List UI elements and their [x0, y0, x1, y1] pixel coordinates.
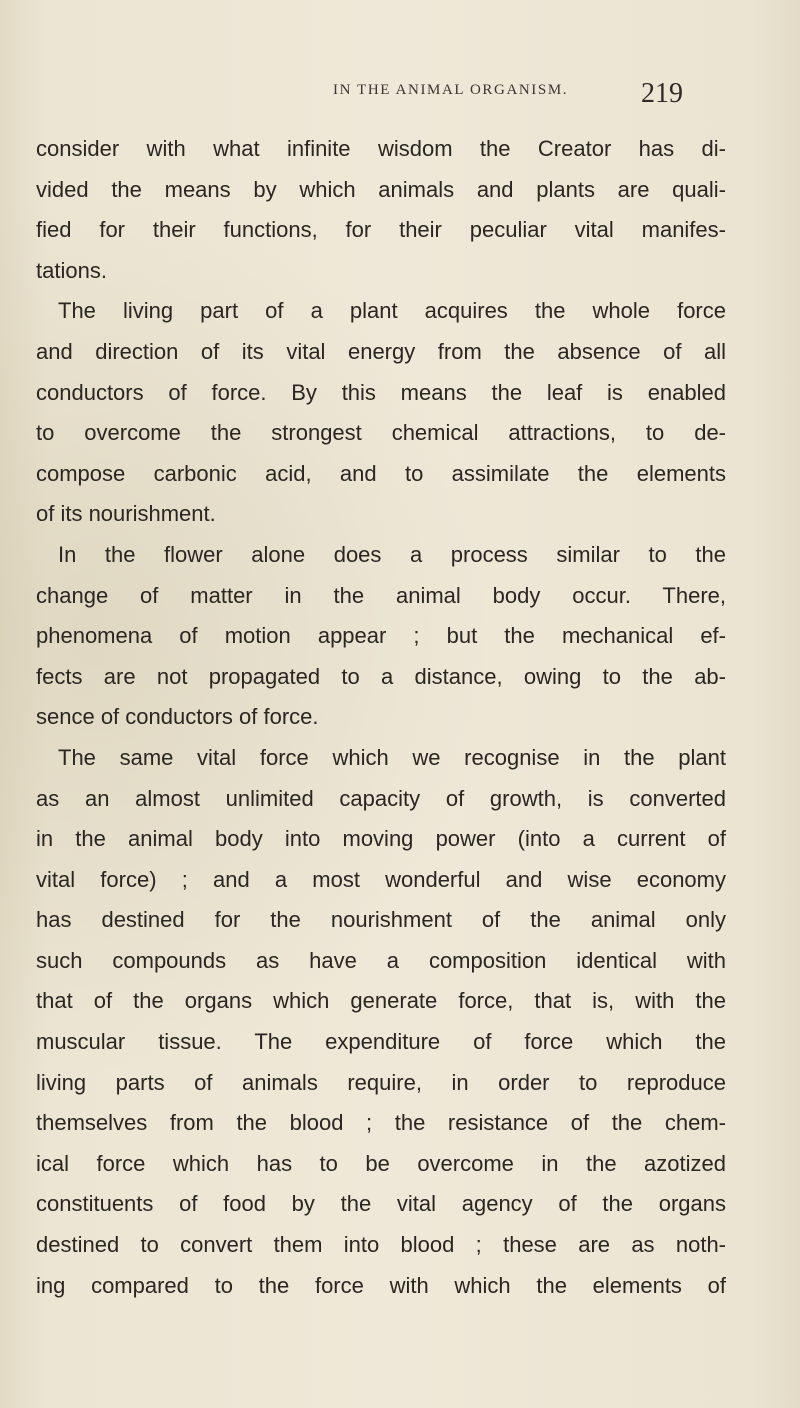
text-line: destined to convert them into blood ; these are as noth-: [36, 1232, 726, 1258]
text-line: and direction of its vital energy from the absence of all: [36, 338, 726, 364]
page-header: [0, 78, 800, 118]
text-line: to overcome the strongest chemical attractions, to de-: [36, 420, 726, 446]
text-line: fects are not propagated to a distance, owing to the ab-: [36, 663, 726, 689]
text-line: living parts of animals require, in order to reproduce: [36, 1069, 726, 1095]
text-line: change of matter in the animal body occur. There,: [36, 582, 726, 608]
text-line: constituents of food by the vital agency of the organs: [36, 1191, 726, 1217]
text-line: of its nourishment.: [36, 501, 216, 527]
running-head: IN THE ANIMAL ORGANISM.: [333, 82, 569, 98]
text-line: muscular tissue. The expenditure of force which the: [36, 1029, 726, 1055]
text-line: conductors of force. By this means the leaf is enabled: [36, 379, 726, 405]
text-line: as an almost unlimited capacity of growth, is converted: [36, 785, 726, 811]
body-text: [36, 129, 726, 1306]
text-line: has destined for the nourishment of the animal only: [36, 907, 726, 933]
text-line: The living part of a plant acquires the whole force: [58, 298, 726, 324]
page-number: 219: [641, 78, 683, 109]
text-line: phenomena of motion appear ; but the mechanical ef-: [36, 623, 726, 649]
text-line: vital force) ; and a most wonderful and wise economy: [36, 866, 726, 892]
text-line: In the flower alone does a process similar to the: [58, 541, 726, 567]
text-line: consider with what infinite wisdom the Creator has di-: [36, 136, 726, 161]
text-line: themselves from the blood ; the resistance of the chem-: [36, 1110, 726, 1136]
text-line: tations.: [36, 257, 107, 283]
text-line: ing compared to the force with which the elements of: [36, 1272, 726, 1298]
text-line: compose carbonic acid, and to assimilate the elements: [36, 460, 726, 486]
text-line: sence of conductors of force.: [36, 704, 319, 730]
text-line: ical force which has to be overcome in the azotized: [36, 1150, 726, 1176]
text-line: fied for their functions, for their peculiar vital manifes-: [36, 217, 726, 243]
text-line: in the animal body into moving power (into a current of: [36, 826, 726, 852]
text-line: vided the means by which animals and plants are quali-: [36, 176, 726, 202]
text-line: such compounds as have a composition identical with: [36, 947, 726, 973]
text-line: that of the organs which generate force, that is, with the: [36, 988, 726, 1014]
text-line: The same vital force which we recognise in the plant: [58, 744, 726, 770]
